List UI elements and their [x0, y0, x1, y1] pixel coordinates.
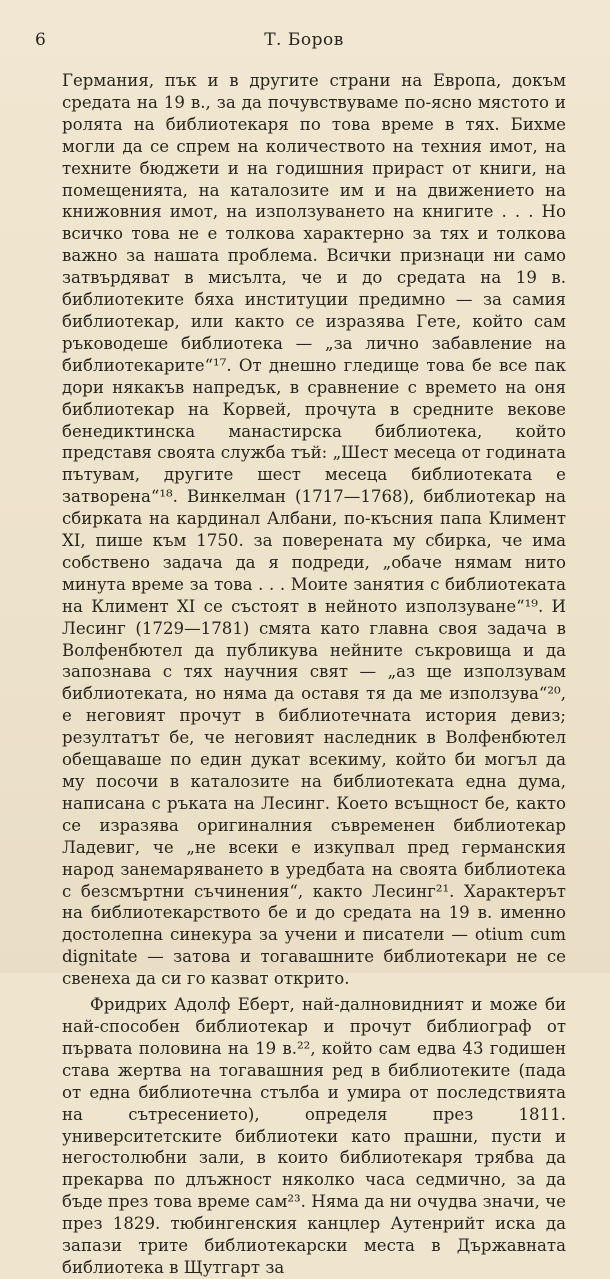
running-title: Т. Боров	[264, 30, 344, 50]
paragraph-1: Германия, пък и в другите страни на Европа, докъм средата на 19 в., за да почувствуваме по-ясно мястото и ролята на библиотекаря по това време в тях. Бихме могли да се спрем на количеството на техния имот, на техните бюджети и на годишния прираст от книги, на помещенията, на каталозите им и на движението на книжовния имот, на използуването на книгите . . . Но всичко това не е толкова характерно за тях и толкова важно за нашата проблема. Всички признаци ни само затвърдяват в мисълта, че и до средата на 19 в. библиотеките бяха институции предимно — за самия библиотекар, или както се изразява Гете, който сам ръководеше библиотека — „за лично забавление на библиотекарите“¹⁷. От днешно гледище това бе все пак дори някакъв напредък, в сравнение с времето на оня библиотекар на Корвей, прочута в средните векове бенедиктинска манастирска библиотека, който представя своята служба тъй: „Шест месеца от годината пътувам, другите шест месеца библиотеката е затворена“¹⁸. Винкелман (1717—1768), библиотекар на сбирката на кардинал Албани, по-късния папа Климент XI, пише към 1750. за поверената му сбирка, че има собствено задача да я подреди, „обаче нямам нито минута време за това . . . Моите занятия с библиотеката на Климент XI се състоят в нейното използуване“¹⁹. И Лесинг (1729—1781) смята като главна своя задача в Волфенбютел да публикува нейните съкровища и да запознава с тях научния свят — „аз ще използувам библиотеката, но няма да оставя тя да ме използува“²⁰, е неговият прочут в библиотечната история девиз; резултатът бе, че неговият наследник в Волфенбютел обещаваше по един дукат всекиму, който би могъл да му посочи в каталозите на библиотеката една дума, написана с ръката на Лесинг. Което всъщност бе, както се изразява оригиналния съвременен библиотекар Ладевиг, че „не всеки е изкупвал пред германския народ занемаряването в уредбата на своята библиотека с безсмъртни съчинения“, както Лесинг²¹. Характерът на библиотекарството бе и до средата на 19 в. именно достолепна синекура за учени и писатели — otium cum dignitate — затова и тогавашните библиотекари не се свенеха да си го казват открито.	[62, 71, 566, 989]
body-text	[62, 70, 566, 1279]
page-header	[32, 30, 576, 56]
paragraph-2: Фридрих Адолф Еберт, най-далновидният и може би най-способен библиотекар и прочут библиограф от първата половина на 19 в.²², който сам едва 43 годишен става жертва на тогавашния ред в библиотеките (пада от една библиотечна стълба и умира от последствията на сътресението), определя през 1811. университетските библиотеки като прашни, пусти и негостолюбни зали, в които библиотекаря трябва да прекарва по длъжност няколко часа седмично, за да бъде през това време сам²³. Няма да ни очудва значи, че през 1829. тюбингенския канцлер Аутенрийт иска да запази трите библиотекарски места в Държавната библиотека в Щутгарт за	[62, 995, 566, 1277]
page-number: 6	[35, 30, 47, 50]
